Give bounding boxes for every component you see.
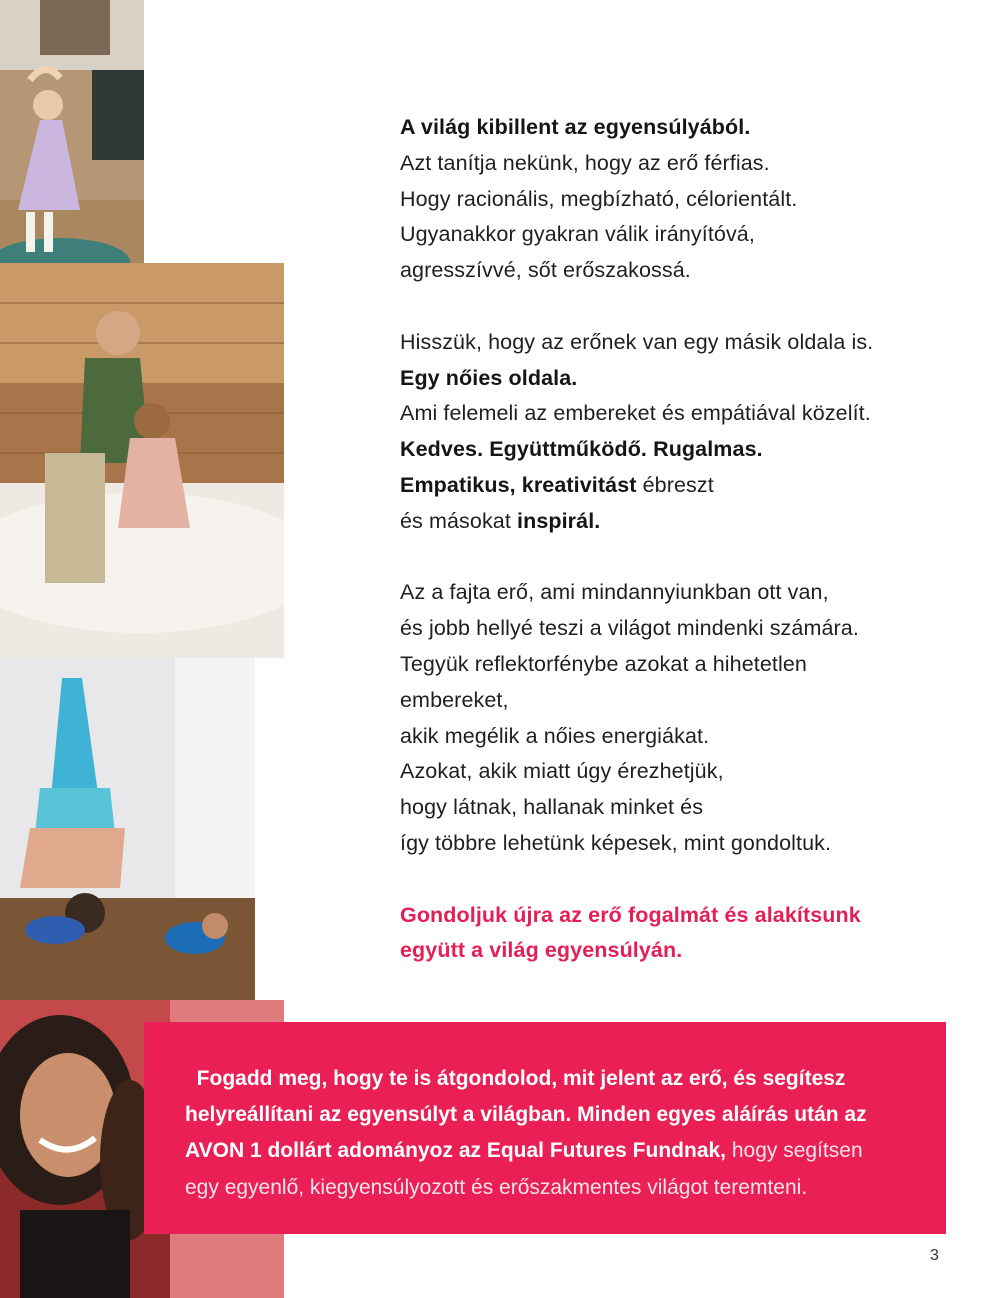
strength-line: és jobb hellyé teszi a világot mindenki számára. <box>400 616 859 641</box>
strength-line: így többre lehetünk képesek, mint gondoltuk. <box>400 830 832 855</box>
pledge-line-3-bold: AVON 1 dollárt adományoz az Equal Futures Fundnak, <box>185 1139 727 1163</box>
feminine-line <box>400 504 960 540</box>
pledge-line-1: Fogadd meg, hogy te is átgondolod, mit jelent az erő, és segítesz <box>196 1067 846 1090</box>
strength-line: akik megélik a nőies energiákat. <box>400 723 710 748</box>
others-text: és másokat <box>400 508 518 533</box>
pledge-text <box>185 1061 925 1206</box>
page-number: 3 <box>930 1247 939 1264</box>
intro-heading <box>400 110 960 146</box>
feminine-side-heading: Egy nőies oldala. <box>400 365 578 390</box>
paragraph-intro <box>400 110 960 289</box>
yoga-children-photo <box>0 658 255 1000</box>
feminine-line <box>400 432 960 468</box>
father-daughter-bed-photo <box>0 263 284 658</box>
pledge-line-4: egy egyenlő, kiegyensúlyozott és erőszakmentes világot teremteni. <box>185 1175 808 1199</box>
strength-line: hogy látnak, hallanak minket és <box>400 795 704 820</box>
callout-line: együtt a világ egyensúlyán. <box>400 938 683 963</box>
pledge-line <box>185 1061 925 1097</box>
girl-dancing-photo <box>0 0 144 292</box>
empathy-text: Empatikus, kreativitást <box>400 472 637 497</box>
intro-line: agresszívvé, sőt erőszakossá. <box>400 258 691 283</box>
strength-line: Tegyük reflektorfénybe azokat a hihetetlen <box>400 651 807 676</box>
inspires-text: inspirál. <box>517 508 601 533</box>
callout-text <box>400 898 960 970</box>
feminine-line: Hisszük, hogy az erőnek van egy másik oldala is. <box>400 329 874 354</box>
feminine-line <box>400 468 960 504</box>
strength-line: Az a fajta erő, ami mindannyiunkban ott van, <box>400 580 829 605</box>
intro-line: Azt tanítja nekünk, hogy az erő férfias. <box>400 150 770 175</box>
paragraph-strength <box>400 575 960 861</box>
pledge-line <box>185 1133 925 1169</box>
paragraph-feminine-side <box>400 325 960 540</box>
callout-line: Gondoljuk újra az erő fogalmát és alakítsunk <box>400 902 861 927</box>
feminine-line: Ami felemeli az embereket és empátiával közelít. <box>400 401 871 426</box>
pledge-line-2: helyreállítani az egyensúlyt a világban. Minden egyes aláírás után az <box>185 1103 867 1127</box>
pledge-line <box>185 1097 925 1133</box>
awakens-text: ébreszt <box>636 472 714 497</box>
main-text <box>400 110 960 1005</box>
strength-line: embereket, <box>400 687 509 712</box>
intro-line: Ugyanakkor gyakran válik irányítóvá, <box>400 222 755 247</box>
feminine-line <box>400 361 960 397</box>
qualities-text: Kedves. Együttműködő. Rugalmas. <box>400 437 763 462</box>
intro-heading-text: A világ kibillent az egyensúlyából. <box>400 115 751 139</box>
pledge-line-3-rest: hogy segítsen <box>726 1139 863 1163</box>
intro-line: Hogy racionális, megbízható, célorientált. <box>400 186 798 211</box>
strength-line: Azokat, akik miatt úgy érezhetjük, <box>400 759 724 784</box>
